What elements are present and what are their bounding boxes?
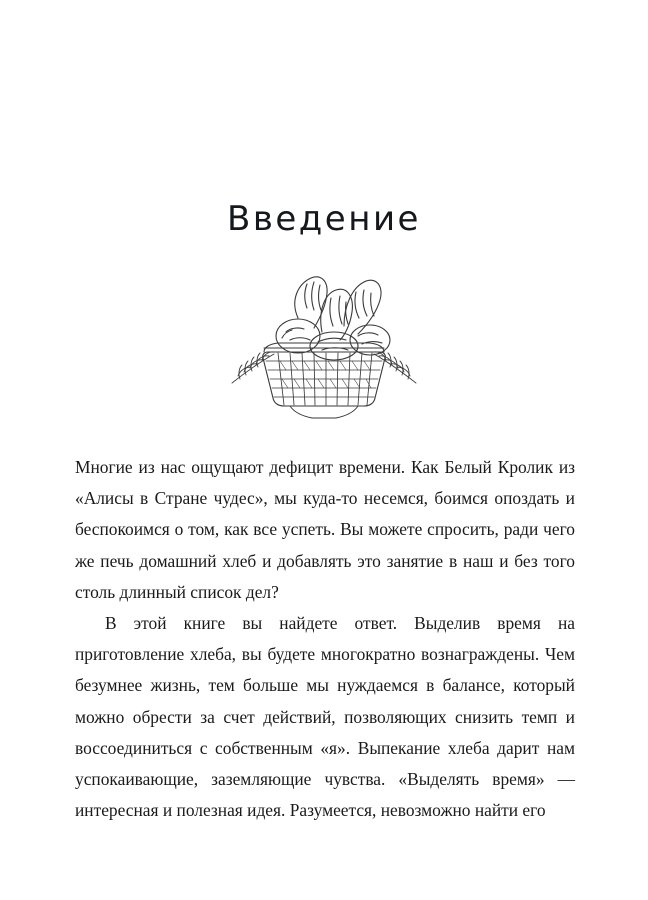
paragraph-2: В этой книге вы найдете ответ. Выделив время на приготовление хлеба, вы будете многократно вознаграждены. Чем безумнее жизнь, тем больше мы нуждаемся в балансе, который можно обрести за счет действий, позволяющих снизить темп и воссоединиться с собственным «я». Выпекание хлеба дарит нам успокаивающие, заземляющие чувства. «Выделять время» — интересная и полезная идея. Разумеется, невозможно найти его <box>75 613 575 821</box>
bread-basket-illustration <box>194 248 454 423</box>
paragraph-1: Многие из нас ощущают дефицит времени. Как Белый Кролик из «Алисы в Стране чудес», мы куда-то несемся, боимся опоздать и беспокоимся о том, как все успеть. Вы можете спросить, ради чего же печь домашний хлеб и добавлять это занятие в наш и без того столь длинный список дел? <box>75 457 575 602</box>
page-title: Введение <box>227 198 421 239</box>
body-text <box>75 452 575 826</box>
